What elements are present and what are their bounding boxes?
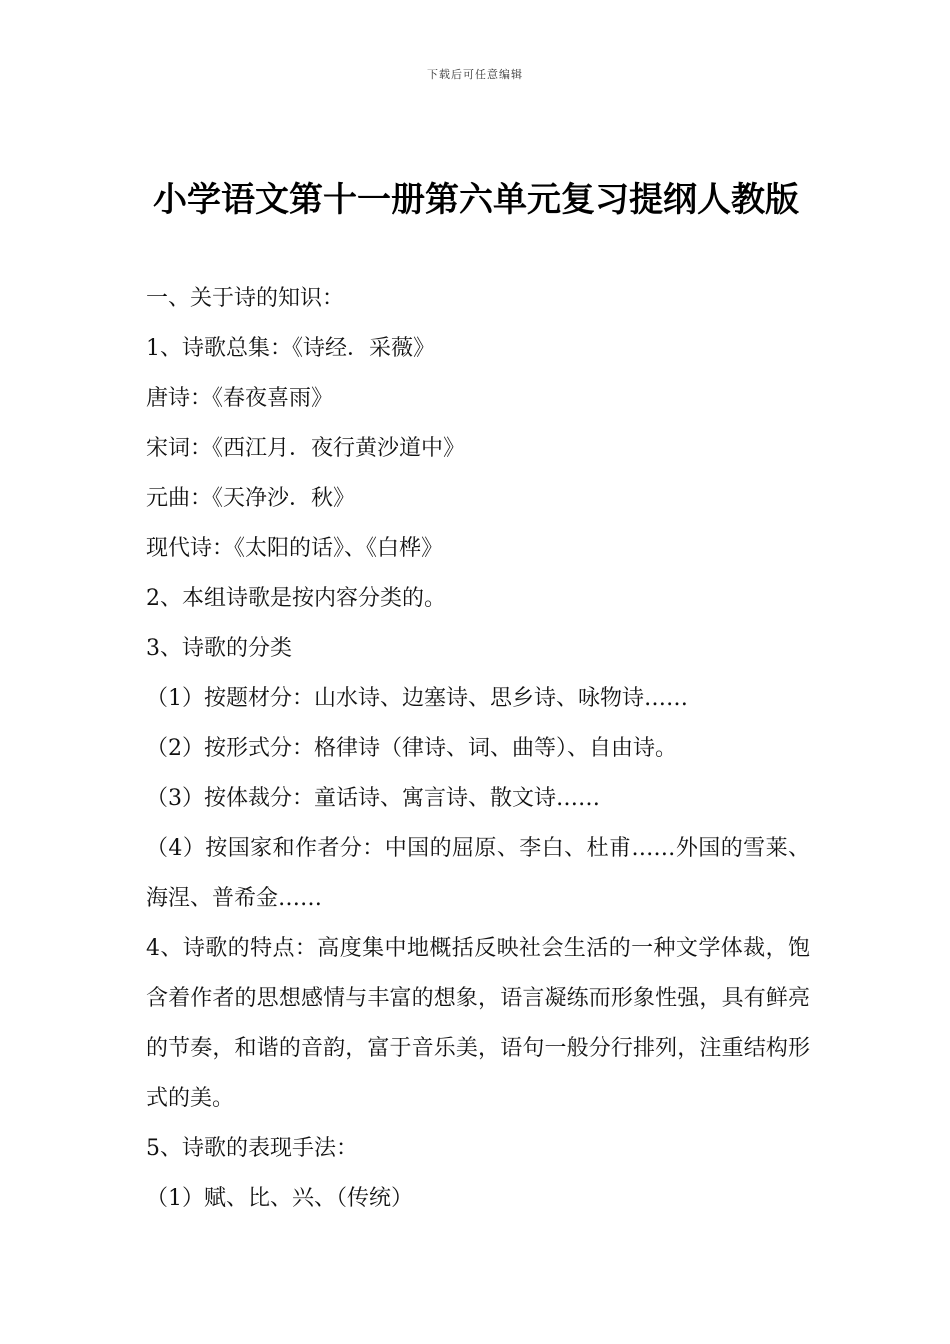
list-item: （1）赋、比、兴、（传统） [146,1186,413,1211]
text-line: 1、诗歌总集：《诗经．采薇》 [146,336,435,361]
header-note: 下载后可任意编辑 [427,68,523,81]
list-item: （3）按体裁分：童话诗、寓言诗、散文诗…… [146,786,600,811]
text-line: 5、诗歌的表现手法： [146,1136,358,1161]
list-item: （1）按题材分：山水诗、边塞诗、思乡诗、咏物诗…… [146,686,688,711]
text-line: 唐诗：《春夜喜雨》 [146,386,334,411]
text-line: 元曲：《天净沙．秋》 [146,486,356,511]
paragraph: 4、诗歌的特点：高度集中地概括反映社会生活的一种文学体裁，饱含着作者的思想感情与丰富的想象，语言凝练而形象性强，具有鲜亮的节奏，和谐的音韵，富于音乐美，语句一般分行排列，注重结构形式的美。 [146,936,810,1111]
text-line: 现代诗：《太阳的话》、《白桦》 [146,536,444,561]
text-line: 2、本组诗歌是按内容分类的。 [146,586,446,611]
document-title: 小学语文第十一册第六单元复习提纲人教版 [153,180,799,220]
document-body [146,274,810,1224]
text-line: 3、诗歌的分类 [146,636,292,661]
list-item: （4）按国家和作者分：中国的屈原、李白、杜甫……外国的雪莱、海涅、普希金…… [146,836,810,911]
text-line: 宋词：《西江月．夜行黄沙道中》 [146,436,466,461]
section-heading: 一、关于诗的知识： [146,286,345,311]
list-item: （2）按形式分：格律诗（律诗、词、曲等）、自由诗。 [146,736,677,761]
